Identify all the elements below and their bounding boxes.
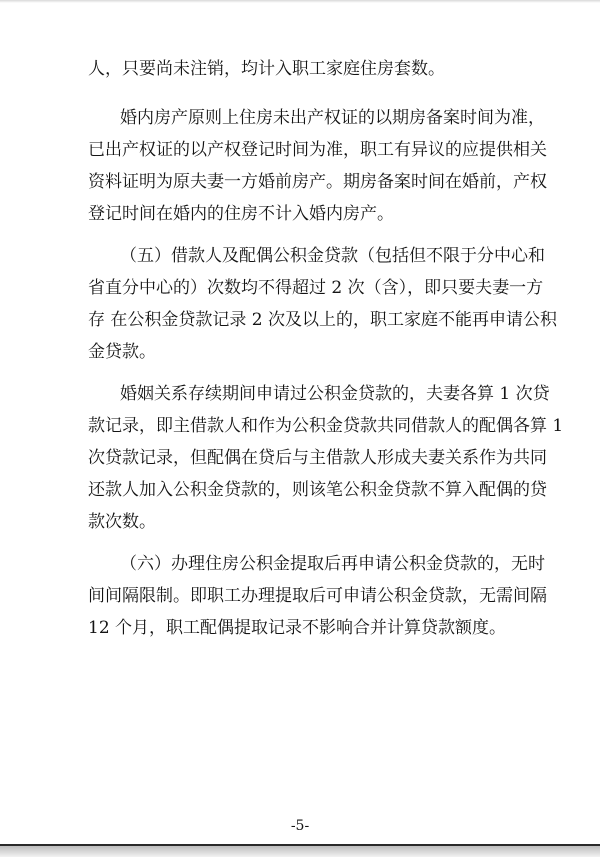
text-line: 登记时间在婚内的住房不计入婚内房产。 xyxy=(88,204,394,224)
text-line: 款记录，即主借款人和作为公积金贷款共同借款人的配偶各算 1 xyxy=(88,416,564,436)
text-line: 婚姻关系存续期间申请过公积金贷款的，夫妻各算 1 次贷 xyxy=(120,384,550,404)
scan-top-edge xyxy=(0,0,600,3)
text-line: 人，只要尚未注销，均计入职工家庭住房套数。 xyxy=(88,59,445,79)
text-line: 资料证明为原夫妻一方婚前房产。期房备案时间在婚前，产权 xyxy=(88,172,547,192)
text-line: 款次数。 xyxy=(88,512,156,532)
text-line: 存 在公积金贷款记录 2 次及以上的，职工家庭不能再申请公积 xyxy=(88,310,558,330)
text-line: 还款人加入公积金贷款的，则该笔公积金贷款不算入配偶的贷 xyxy=(88,480,547,500)
text-line: 省直分中心的）次数均不得超过 2 次（含），即只要夫妻一方 xyxy=(88,278,544,298)
scan-bottom-edge xyxy=(0,846,600,857)
text-line: 12 个月，职工配偶提取记录不影响合并计算贷款额度。 xyxy=(88,618,507,638)
text-line: 间间隔限制。即职工办理提取后可申请公积金贷款，无需间隔 xyxy=(88,586,547,606)
text-line: （六）办理住房公积金提取后再申请公积金贷款的，无时 xyxy=(120,554,545,574)
page-number: -5- xyxy=(290,818,310,834)
text-line: 婚内房产原则上住房未出产权证的以期房备案时间为准， xyxy=(120,108,545,128)
text-line: 金贷款。 xyxy=(88,342,156,362)
text-line: 次贷款记录，但配偶在贷后与主借款人形成夫妻关系作为共同 xyxy=(88,448,547,468)
text-line: （五）借款人及配偶公积金贷款（包括但不限于分中心和 xyxy=(120,246,545,266)
text-line: 已出产权证的以产权登记时间为准，职工有异议的应提供相关 xyxy=(88,140,547,160)
